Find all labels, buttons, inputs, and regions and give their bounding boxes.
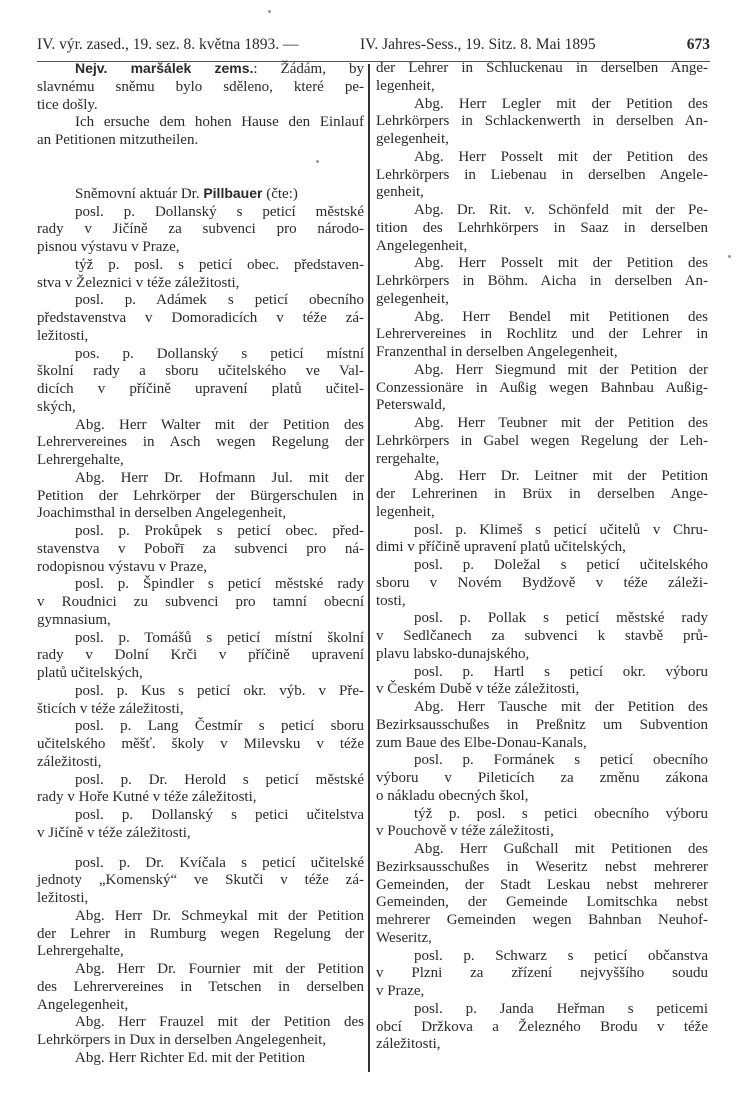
text-line (376, 1019, 708, 1037)
text-segment: ležitosti, (37, 327, 89, 344)
header-german: IV. Jahres-Sess., 19. Sitz. 8. Mai 1895 (360, 36, 596, 53)
text-line (37, 754, 364, 772)
text-segment: gymnasium, (37, 611, 111, 628)
petition-entry (376, 309, 708, 362)
text-line (376, 788, 708, 806)
text-segment: představenstva v Domoradicích v téže zá- (37, 310, 364, 326)
text-segment: posl. p. Dr. Kvíčala s peticí učitelské (75, 854, 364, 871)
scan-speck (728, 255, 731, 258)
text-line (376, 699, 708, 717)
text-segment: Abg. Herr Dr. Hofmann Jul. mit der (75, 469, 364, 486)
text-segment: rady v Jičíně za subvenci pro národo- (37, 221, 364, 238)
text-segment: posl. p. Schwarz s peticí občanstva (414, 947, 708, 964)
page-number: 673 (686, 36, 710, 53)
text-line (37, 701, 364, 719)
text-segment: Abg. Dr. Rit. v. Schönfeld mit der Pe- (414, 202, 708, 218)
scan-speck (268, 10, 271, 13)
petition-entry (37, 1050, 364, 1068)
text-line (376, 770, 708, 788)
text-line (37, 204, 364, 222)
text-line (376, 539, 708, 557)
text-line (37, 683, 364, 701)
text-line (37, 612, 364, 630)
text-line (37, 872, 364, 890)
petition-entry (376, 841, 708, 948)
petition-entry (376, 255, 708, 308)
text-line (37, 718, 364, 736)
text-segment: učitelského měšť. školy v Milevsku v téže (37, 736, 364, 752)
text-line (376, 238, 708, 256)
text-line (37, 470, 364, 488)
petition-entry (37, 60, 364, 114)
text-segment: posl. p. Doležal s peticí učitelského (414, 557, 708, 573)
column-divider (368, 64, 370, 1072)
text-segment: pos. p. Dollanský s peticí místní (75, 345, 364, 362)
text-line (376, 557, 708, 575)
text-segment: legenheit, (376, 77, 435, 94)
text-line (376, 752, 708, 770)
petition-entry (37, 257, 364, 293)
text-segment: rady v Hoře Kutné v téže záležitosti, (37, 789, 257, 806)
text-line (376, 326, 708, 344)
text-segment: ležitosti, (37, 890, 89, 906)
petition-entry (37, 417, 364, 470)
text-line (37, 132, 364, 150)
text-segment: jednoty „Komenský“ ve Skutči v téže zá- (37, 872, 364, 889)
text-segment: Lehrergehalte, (37, 943, 124, 960)
text-line (376, 806, 708, 824)
text-segment: des Lehrervereines in Tetschen in derselben (37, 978, 364, 995)
text-line (376, 1036, 708, 1054)
text-line (37, 363, 364, 381)
text-segment: zum Baue des Elbe-Donau-Kanals, (376, 734, 587, 751)
text-line (376, 948, 708, 966)
text-line (37, 1050, 364, 1068)
petition-entry (37, 346, 364, 417)
text-segment: posl. p. Prokůpek s peticí obec. před- (75, 523, 364, 539)
text-segment: Petition der Lehrkörper der Bürgerschulen in (37, 487, 364, 504)
text-line (376, 841, 708, 859)
text-segment: der Lehrerinen in Brüx in derselben Ange- (376, 486, 708, 502)
text-segment: tosti, (376, 592, 406, 609)
text-segment: o nákladu obecných škol, (376, 787, 529, 804)
text-segment: v Českém Dubě v téže záležitosti, (376, 681, 580, 698)
text-segment: Abg. Herr Posselt mit der Petition des (414, 148, 708, 165)
text-line (37, 825, 364, 843)
text-line (37, 789, 364, 807)
petition-entry (376, 699, 708, 752)
text-line (376, 468, 708, 486)
text-segment: tice došly. (37, 96, 98, 113)
right-column (376, 60, 708, 1054)
left-column (37, 60, 364, 1068)
text-segment: Abg. Herr Legler mit der Petition des (414, 95, 708, 112)
text-line (376, 593, 708, 611)
petition-entry (376, 522, 708, 558)
petition-entry (37, 1014, 364, 1050)
text-line (37, 239, 364, 257)
text-line (37, 594, 364, 612)
text-segment: plavu labsko-dunajského, (376, 645, 530, 662)
text-segment: Abg. Herr Posselt mit der Petition des (414, 255, 708, 272)
text-line (376, 309, 708, 327)
text-segment: posl. p. Pollak s peticí městské rady (414, 610, 708, 627)
text-line (37, 908, 364, 926)
text-line (37, 381, 364, 399)
text-segment: ských, (37, 398, 76, 415)
text-segment: výboru v Pileticích za změnu zákona (376, 770, 708, 786)
text-line (376, 1001, 708, 1019)
text-segment: gelegenheit, (376, 290, 449, 307)
text-segment: Bezirksausschußes in Weseritz nebst mehrerer (376, 858, 708, 875)
text-line (376, 415, 708, 433)
petition-entry (376, 149, 708, 202)
text-segment: mehrerer Gemeinden wegen Bahnban Neuhof- (376, 912, 708, 928)
petition-entry (37, 292, 364, 345)
text-segment: Abg. Herr Walter mit der Petition des (75, 416, 364, 433)
petition-entry (37, 718, 364, 771)
running-header (37, 36, 710, 58)
petition-entry (376, 362, 708, 415)
text-segment: týž p. posl. s peticí obec. představen- (75, 256, 364, 273)
text-segment: záležitosti, (37, 753, 102, 770)
text-segment: posl. p. Dollanský s petici učitelstva (75, 807, 364, 823)
text-line (376, 255, 708, 273)
text-line (37, 114, 364, 132)
speaker-name: Pillbauer (203, 184, 263, 201)
text-segment: Lehrkörpers in Liebenau in derselben Angele- (376, 166, 708, 183)
text-segment: Abg. Herr Gußchall mit Petitionen des (414, 841, 708, 857)
petition-entry (376, 664, 708, 700)
text-segment: posl. p. Tomášů s peticí místní školní (75, 629, 364, 646)
text-segment: tition des Lehrhkörpers in Saaz in derselben (376, 219, 708, 236)
text-segment: záležitosti, (376, 1036, 441, 1053)
text-line (37, 434, 364, 452)
text-segment: posl. p. Kus s peticí okr. výb. v Pře- (75, 682, 364, 699)
text-segment: slavnému sněmu bylo sděleno, které pe- (37, 78, 364, 95)
text-segment: der Lehrer in Rumburg wegen Regelung der (37, 925, 364, 942)
text-line (37, 541, 364, 559)
text-line (37, 890, 364, 908)
text-line (376, 96, 708, 114)
text-line (37, 855, 364, 873)
petition-entry (37, 576, 364, 629)
petition-entry (37, 204, 364, 257)
text-segment: Abg. Herr Dr. Leitner mit der Petition (414, 468, 708, 485)
text-line (37, 576, 364, 594)
text-line (376, 930, 708, 948)
text-segment: (čte:) (262, 185, 298, 202)
text-segment: dicích v příčině upravení platů učitel- (37, 381, 364, 397)
text-segment: posl. p. Hartl s peticí okr. výboru (414, 663, 708, 680)
text-segment: rergehalte, (376, 450, 440, 467)
text-segment: Abg. Herr Tausche mit der Petition des (414, 699, 708, 715)
text-segment: legenheit, (376, 503, 435, 520)
petition-entry (376, 948, 708, 1001)
text-line (37, 417, 364, 435)
text-segment: Angelegenheit, (376, 237, 468, 254)
text-line (37, 310, 364, 328)
text-segment: Weseritz, (376, 929, 432, 946)
petition-entry (37, 523, 364, 576)
text-segment: Abg. Herr Richter Ed. mit der Petition (75, 1049, 305, 1066)
text-segment: Lehrervereines in Asch wegen Regelung der (37, 434, 364, 451)
text-line (37, 807, 364, 825)
text-line (37, 488, 364, 506)
text-line (37, 328, 364, 346)
text-segment: dimi v příčině upravení platů učitelských, (376, 539, 626, 556)
text-segment: posl. p. Dollanský s peticí městské (75, 203, 364, 220)
petition-entry (37, 961, 364, 1014)
text-line (37, 275, 364, 293)
text-line (376, 60, 708, 78)
text-line (376, 965, 708, 983)
text-segment: Lehrergehalte, (37, 452, 124, 468)
speaker-name: Nejv. maršálek zems. (75, 60, 254, 76)
petition-entry (376, 415, 708, 468)
text-line (37, 979, 364, 997)
text-line (376, 202, 708, 220)
text-segment: pisnou výstavu v Praze, (37, 239, 180, 255)
text-line (376, 113, 708, 131)
text-line (376, 78, 708, 96)
petition-entry (37, 683, 364, 719)
text-line (376, 380, 708, 398)
text-segment: posl. p. Janda Heřman s peticemi (414, 1000, 708, 1017)
petition-entry (37, 807, 364, 843)
text-segment: Gemeinden, der Stadt Leskau nebst mehrerer (376, 876, 708, 893)
text-line (376, 433, 708, 451)
text-segment: obcí Držkova a Železného Brodu v téže (376, 1018, 708, 1035)
text-segment: v Sedlčanech za subvenci k stavbě prů- (376, 628, 708, 644)
petition-entry (376, 752, 708, 805)
text-segment: posl. p. Lang Čestmír s peticí sboru (75, 718, 364, 735)
header-czech: IV. výr. zased., 19. sez. 8. května 1893. — (37, 36, 299, 53)
text-line (37, 452, 364, 470)
text-segment: Lehrkörpers in Schlackenwerth in derselben An- (376, 113, 708, 130)
text-segment: stva v Železnici v téže záležitosti, (37, 274, 240, 291)
text-line (37, 79, 364, 97)
text-segment: Joachimsthal in derselben Angelegenheit, (37, 505, 287, 522)
text-segment: gelegenheit, (376, 131, 449, 147)
text-segment: rady v Dolní Krči v příčině upravení (37, 647, 364, 664)
text-line (376, 735, 708, 753)
text-line (376, 522, 708, 540)
text-segment: posl. p. Klimeš s peticí učitelů v Chru- (414, 521, 708, 538)
text-line (37, 630, 364, 648)
text-line (376, 362, 708, 380)
petition-entry (37, 470, 364, 523)
petition-entry (376, 806, 708, 842)
text-segment: v Roudnici zu subvenci pro tamní obecní (37, 594, 364, 610)
text-line (37, 961, 364, 979)
text-line (37, 60, 364, 79)
text-segment: Abg. Herr Siegmund mit der Petition der (414, 361, 708, 378)
text-segment: Franzenthal in derselben Angelegenheit, (376, 344, 618, 360)
text-line (37, 399, 364, 417)
text-line (376, 717, 708, 735)
text-segment: platů učitelských, (37, 665, 143, 681)
text-line (376, 344, 708, 362)
text-line (376, 894, 708, 912)
text-segment: šticích v téže záležitosti, (37, 700, 184, 717)
text-segment: Conzessionäre in Außig wegen Bahnbau Außig- (376, 379, 708, 396)
text-line (376, 451, 708, 469)
text-segment: an Petitionen mitzutheilen. (37, 132, 199, 148)
text-segment: der Lehrer in Schluckenau in derselben Ange- (376, 60, 708, 76)
text-line (37, 523, 364, 541)
text-line (376, 220, 708, 238)
text-segment: Lehrkörpers in Gabel wegen Regelung der Leh- (376, 432, 708, 449)
text-line (37, 505, 364, 523)
text-line (37, 1014, 364, 1032)
text-line (376, 912, 708, 930)
text-line (376, 646, 708, 664)
petition-entry (376, 1001, 708, 1054)
text-segment: : Žádám, by (253, 61, 364, 77)
text-segment: posl. p. Adámek s peticí obecního (75, 292, 364, 309)
text-line (376, 877, 708, 895)
petition-entry (376, 60, 708, 96)
text-segment: Abg. Herr Frauzel mit der Petition des (75, 1014, 364, 1031)
text-segment: stavenstva v Pobořī za subvenci pro ná- (37, 540, 364, 557)
text-line (37, 292, 364, 310)
text-line (376, 983, 708, 1001)
text-line (37, 346, 364, 364)
text-line (376, 504, 708, 522)
text-segment: Lehrervereines in Rochlitz und der Lehrer in (376, 326, 708, 343)
text-line (376, 291, 708, 309)
petition-entry (37, 772, 364, 808)
text-line (376, 610, 708, 628)
text-segment: Angelegenheit, (37, 996, 129, 1013)
text-line (376, 628, 708, 646)
text-line (376, 184, 708, 202)
petition-entry (376, 610, 708, 663)
text-segment: Abg. Herr Dr. Fournier mit der Petition (75, 961, 364, 977)
text-line (376, 397, 708, 415)
text-line (376, 575, 708, 593)
text-line (37, 943, 364, 961)
petition-entry (376, 468, 708, 521)
text-line (37, 257, 364, 275)
text-segment: v Jičíně v téže záležitosti, (37, 824, 191, 841)
text-segment: genheit, (376, 184, 424, 201)
text-segment: posl. p. Dr. Herold s peticí městské (75, 771, 364, 788)
text-line (37, 97, 364, 115)
text-segment: Lehrkörpers in Böhm. Aicha in derselben An- (376, 273, 708, 289)
text-segment: školní rady a sboru učitelského ve Val- (37, 363, 364, 380)
petition-entry (37, 855, 364, 908)
text-line (37, 772, 364, 790)
text-line (376, 273, 708, 291)
text-segment: Ich ersuche dem hohen Hause den Einlauf (75, 114, 364, 131)
text-line (37, 221, 364, 239)
text-segment: Abg. Herr Bendel mit Petitionen des (414, 308, 708, 325)
text-segment: posl. p. Formánek s peticí obecního (414, 752, 708, 769)
text-segment: Lehrkörpers in Dux in derselben Angelegenheit, (37, 1032, 327, 1048)
text-segment: rodopisnou výstavu v Praze, (37, 558, 207, 575)
text-line (376, 167, 708, 185)
text-line (37, 185, 364, 204)
text-line (37, 997, 364, 1015)
petition-entry (37, 185, 364, 204)
text-segment: Abg. Herr Teubner mit der Petition des (414, 415, 708, 431)
text-line (37, 926, 364, 944)
text-line (37, 559, 364, 577)
petition-entry (37, 908, 364, 961)
petition-entry (376, 202, 708, 255)
petition-entry (37, 114, 364, 150)
text-line (376, 664, 708, 682)
text-segment: Peterswald, (376, 397, 446, 414)
text-segment: týž p. posl. s petici obecního výboru (414, 805, 708, 822)
text-segment: Sněmovní aktuár Dr. (75, 185, 204, 202)
text-segment: v Praze, (376, 983, 425, 999)
text-line (376, 131, 708, 149)
text-line (376, 681, 708, 699)
text-line (37, 647, 364, 665)
petition-entry (37, 630, 364, 683)
text-segment: Abg. Herr Dr. Schmeykal mit der Petition (75, 907, 364, 924)
text-segment: Gemeinden, der Gemeinde Lomitschka nebst (376, 894, 708, 911)
text-segment: v Plzni za zřízení nejvyššího soudu (376, 965, 708, 982)
text-line (376, 149, 708, 167)
text-segment: Bezirksausschußes in Preßnitz um Subvention (376, 716, 708, 733)
text-line (37, 1032, 364, 1050)
text-line (376, 486, 708, 504)
text-line (376, 859, 708, 877)
text-segment: sboru v Novém Bydžově v téže záleži- (376, 574, 708, 591)
text-line (376, 823, 708, 841)
scan-speck (316, 160, 319, 163)
text-segment: v Pouchově v téže záležitosti, (376, 823, 554, 840)
text-segment: posl. p. Špindler s peticí městské rady (75, 576, 364, 593)
text-line (37, 736, 364, 754)
petition-entry (376, 96, 708, 149)
petition-entry (376, 557, 708, 610)
text-line (37, 665, 364, 683)
